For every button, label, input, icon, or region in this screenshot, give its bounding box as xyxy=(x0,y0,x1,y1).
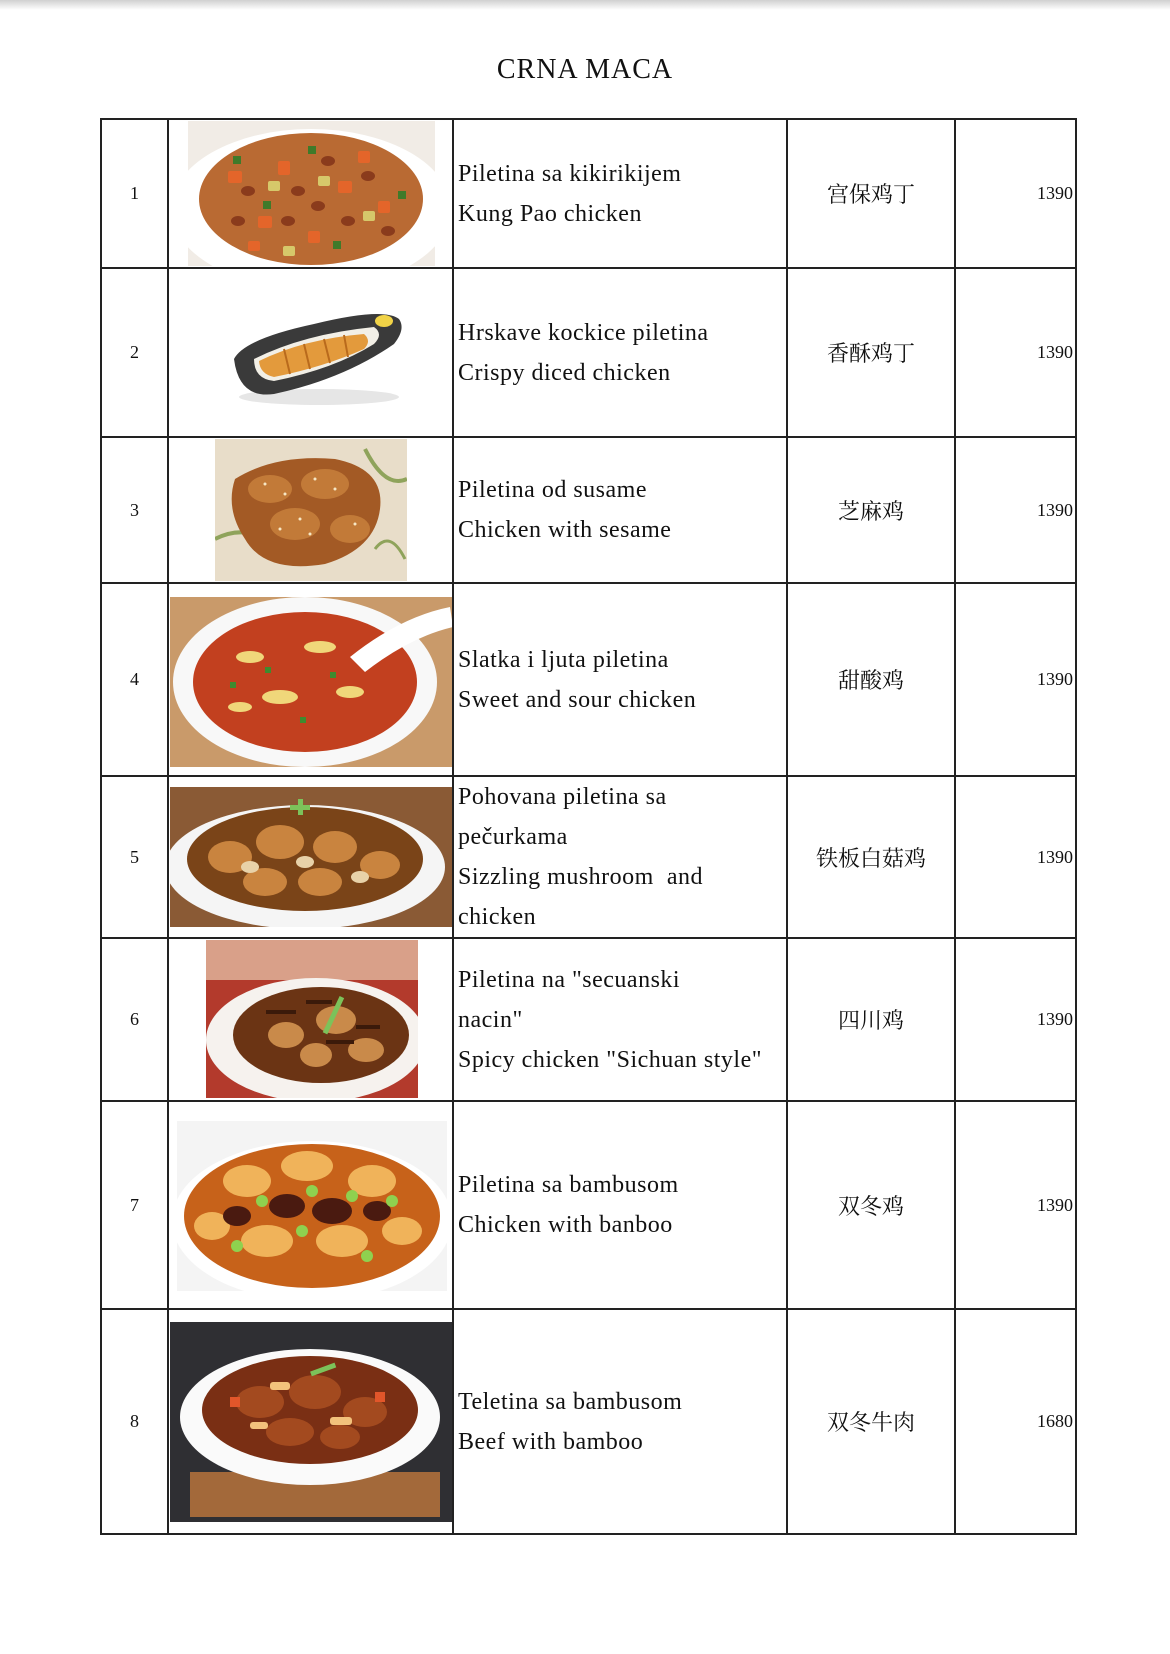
item-name-sr: Teletina sa bambusom xyxy=(458,1388,683,1415)
item-photo-cell xyxy=(168,1101,453,1309)
item-name-cell xyxy=(453,938,787,1101)
mushroom-chicken-photo xyxy=(170,787,453,927)
beef-bamboo-photo xyxy=(170,1322,453,1522)
item-price: 1390 xyxy=(955,119,1076,268)
item-name-cn: 双冬牛肉 xyxy=(787,1309,955,1534)
item-photo-cell xyxy=(168,776,453,938)
item-photo-cell xyxy=(168,938,453,1101)
bamboo-chicken-photo xyxy=(177,1121,447,1291)
item-number: 2 xyxy=(101,268,168,437)
item-price: 1680 xyxy=(955,1309,1076,1534)
item-name-en: Kung Pao chicken xyxy=(458,200,642,227)
item-name-cell xyxy=(453,119,787,268)
item-photo-cell xyxy=(168,583,453,776)
item-name-sr: Slatka i ljuta piletina xyxy=(458,646,669,673)
sesame-chicken-photo xyxy=(215,439,407,581)
item-name-cn: 四川鸡 xyxy=(787,938,955,1101)
page-top-shadow xyxy=(0,0,1170,10)
item-name-sr: Piletina sa bambusom xyxy=(458,1172,679,1198)
item-number: 8 xyxy=(101,1309,168,1534)
item-number: 6 xyxy=(101,938,168,1101)
item-name-cn: 芝麻鸡 xyxy=(787,437,955,583)
menu-row xyxy=(101,119,1076,268)
menu-row xyxy=(101,1101,1076,1309)
item-name-cell xyxy=(453,437,787,583)
item-name-en: Chicken with banboo xyxy=(458,1212,673,1238)
item-photo-cell xyxy=(168,119,453,268)
item-price: 1390 xyxy=(955,437,1076,583)
item-name-cn: 铁板白菇鸡 xyxy=(787,776,955,938)
item-name-cell xyxy=(453,268,787,437)
item-name-cn: 双冬鸡 xyxy=(787,1101,955,1309)
item-name-cell xyxy=(453,583,787,776)
item-name-sr: Hrskave kockice piletina xyxy=(458,319,709,346)
item-name-en: Crispy diced chicken xyxy=(458,359,671,386)
item-number: 5 xyxy=(101,776,168,938)
menu-title: CRNA MACA xyxy=(496,54,674,85)
item-name-cn: 甜酸鸡 xyxy=(787,583,955,776)
kung-pao-chicken-photo xyxy=(188,121,435,266)
item-number: 1 xyxy=(101,119,168,268)
crispy-chicken-photo xyxy=(224,299,409,407)
sweet-sour-chicken-photo xyxy=(170,597,453,767)
item-price: 1390 xyxy=(955,776,1076,938)
menu-table xyxy=(100,118,1077,1535)
item-number: 4 xyxy=(101,583,168,776)
item-name-en: Spicy chicken "Sichuan style" xyxy=(458,1046,763,1073)
item-name-cell xyxy=(453,1309,787,1534)
item-name-sr: Piletina od susame xyxy=(458,477,647,503)
item-name-sr: Pohovana piletina sa pečurkama xyxy=(458,784,667,850)
item-number: 7 xyxy=(101,1101,168,1309)
sichuan-chicken-photo xyxy=(206,940,418,1098)
menu-row xyxy=(101,583,1076,776)
item-photo-cell xyxy=(168,1309,453,1534)
item-name-en: Chicken with sesame xyxy=(458,517,672,543)
item-name-cn: 宫保鸡丁 xyxy=(787,119,955,268)
menu-row xyxy=(101,437,1076,583)
menu-row xyxy=(101,938,1076,1101)
item-name-cn: 香酥鸡丁 xyxy=(787,268,955,437)
item-price: 1390 xyxy=(955,938,1076,1101)
item-price: 1390 xyxy=(955,1101,1076,1309)
item-photo-cell xyxy=(168,268,453,437)
item-name-cell xyxy=(453,1101,787,1309)
item-name-sr: Piletina sa kikirikijem xyxy=(458,160,682,187)
item-name-cell xyxy=(453,776,787,938)
menu-row xyxy=(101,268,1076,437)
item-name-en: Sizzling mushroom and chicken xyxy=(458,864,710,930)
item-number: 3 xyxy=(101,437,168,583)
item-name-sr: Piletina na "secuanski nacin" xyxy=(458,966,681,1033)
menu-row xyxy=(101,1309,1076,1534)
item-price: 1390 xyxy=(955,583,1076,776)
menu-row xyxy=(101,776,1076,938)
item-price: 1390 xyxy=(955,268,1076,437)
item-name-en: Beef with bamboo xyxy=(458,1428,644,1455)
item-name-en: Sweet and sour chicken xyxy=(458,686,697,713)
item-photo-cell xyxy=(168,437,453,583)
